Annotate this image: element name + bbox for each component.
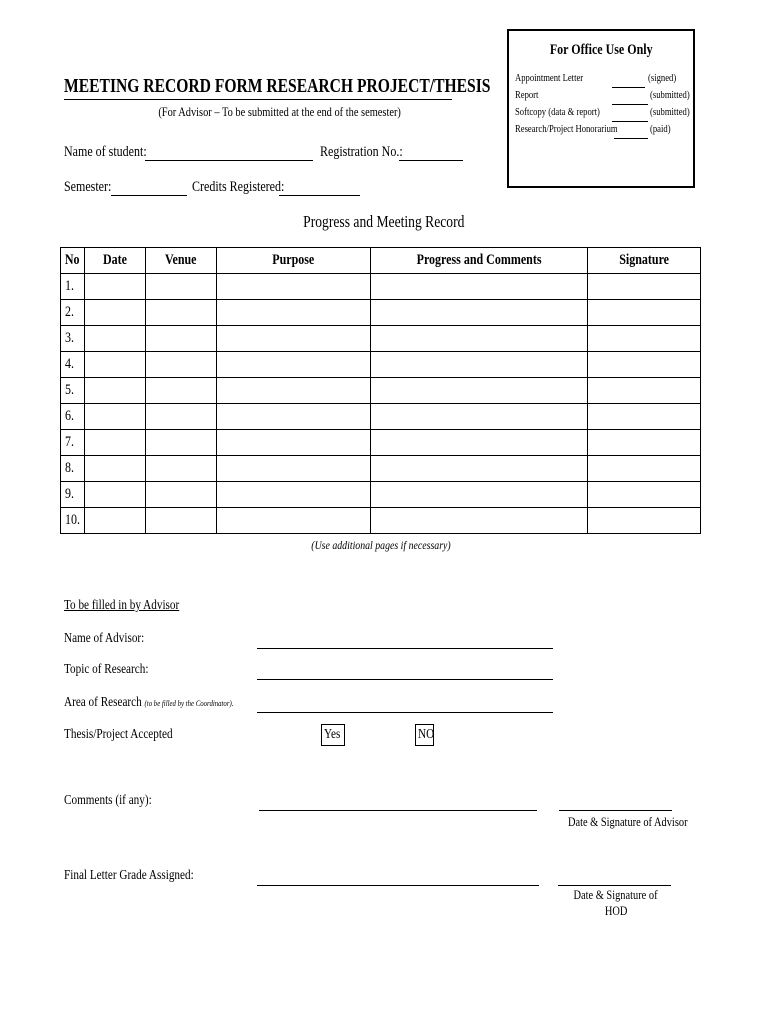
cell-signature[interactable] [588,508,701,534]
row-number-cell [61,430,85,456]
cell-date[interactable] [85,378,146,404]
advisor-section-title: To be filled in by Advisor [64,598,180,613]
advisor-signature-field[interactable] [559,810,672,811]
cell-venue[interactable] [146,274,217,300]
office-blank-report[interactable] [612,104,648,105]
table-row [61,274,701,300]
cell-signature[interactable] [588,430,701,456]
row-number-cell [61,274,85,300]
meeting-record-table [60,247,701,534]
cell-signature[interactable] [588,352,701,378]
office-status-softcopy: (submitted) [650,107,690,118]
row-number-cell [61,352,85,378]
advisor-signature-caption: Date & Signature of Advisor [567,814,688,829]
accepted-label: Thesis/Project Accepted [64,727,173,742]
row-number-cell [61,482,85,508]
cell-progress[interactable] [371,404,588,430]
cell-venue[interactable] [146,508,217,534]
table-row [61,482,701,508]
cell-venue[interactable] [146,352,217,378]
cell-progress[interactable] [371,430,588,456]
credits-field[interactable] [279,195,360,196]
row-number: 8. [65,460,74,476]
cell-venue[interactable] [146,300,217,326]
registration-field[interactable] [399,160,463,161]
office-blank-appointment[interactable] [612,87,645,88]
row-number-cell [61,378,85,404]
grade-label: Final Letter Grade Assigned: [64,868,194,883]
cell-date[interactable] [85,300,146,326]
table-row [61,456,701,482]
cell-progress[interactable] [371,326,588,352]
student-name-label: Name of student: [64,144,147,160]
row-number-cell [61,300,85,326]
area-label: Area of Research (to be filled by the Coordinator). [64,695,234,710]
cell-venue[interactable] [146,404,217,430]
table-note: (Use additional pages if necessary) [311,538,451,552]
office-status-appointment: (signed) [648,73,677,84]
cell-signature[interactable] [588,274,701,300]
cell-venue[interactable] [146,378,217,404]
row-number: 3. [65,330,74,346]
office-row-report: Report [515,90,539,101]
table-row [61,378,701,404]
cell-signature[interactable] [588,300,701,326]
cell-venue[interactable] [146,482,217,508]
col-header-signature: Signature [588,248,701,274]
semester-label: Semester: [64,179,112,195]
table-row [61,404,701,430]
cell-purpose[interactable] [217,300,371,326]
office-blank-softcopy[interactable] [612,121,648,122]
table-row [61,326,701,352]
student-name-field[interactable] [145,160,313,161]
office-row-softcopy: Softcopy (data & report) [515,107,600,118]
cell-progress[interactable] [371,508,588,534]
office-use-title: For Office Use Only [549,42,653,58]
comments-field[interactable] [259,810,537,811]
cell-date[interactable] [85,508,146,534]
accepted-yes-option[interactable]: Yes [321,724,345,746]
cell-date[interactable] [85,430,146,456]
row-number: 4. [65,356,74,372]
row-number-cell [61,456,85,482]
office-status-report: (submitted) [650,90,690,101]
cell-purpose[interactable] [217,326,371,352]
page-subtitle: (For Advisor – To be submitted at the end of the semester) [158,104,402,119]
cell-date[interactable] [85,274,146,300]
cell-date[interactable] [85,352,146,378]
cell-purpose[interactable] [217,456,371,482]
cell-progress[interactable] [371,378,588,404]
cell-signature[interactable] [588,456,701,482]
row-number: 1. [65,278,74,294]
office-status-honorarium: (paid) [650,124,671,135]
col-header-purpose: Purpose [217,248,371,274]
row-number: 2. [65,304,74,320]
row-number-cell [61,404,85,430]
cell-purpose[interactable] [217,274,371,300]
advisor-name-label: Name of Advisor: [64,631,145,646]
table-row [61,508,701,534]
hod-signature-caption: Date & Signature of HOD [573,887,659,918]
cell-date[interactable] [85,404,146,430]
grade-field[interactable] [257,885,539,886]
cell-progress[interactable] [371,352,588,378]
cell-purpose[interactable] [217,430,371,456]
office-row-honorarium: Research/Project Honorarium [515,124,618,135]
row-number: 10. [65,512,80,528]
accepted-no-option[interactable]: NO [415,724,434,746]
cell-purpose[interactable] [217,404,371,430]
cell-purpose[interactable] [217,378,371,404]
cell-signature[interactable] [588,378,701,404]
cell-progress[interactable] [371,482,588,508]
table-header-row [61,248,701,274]
row-number: 9. [65,486,74,502]
cell-purpose[interactable] [217,482,371,508]
cell-purpose[interactable] [217,352,371,378]
semester-field[interactable] [111,195,187,196]
col-header-no: No [61,248,85,274]
row-number-cell [61,508,85,534]
area-field[interactable] [257,712,553,713]
col-header-progress: Progress and Comments [371,248,588,274]
registration-label: Registration No.: [320,144,403,160]
credits-label: Credits Registered: [192,179,285,195]
cell-progress[interactable] [371,456,588,482]
office-row-appointment-letter: Appointment Letter [515,73,584,84]
area-note: (to be filled by the Coordinator). [144,698,234,708]
advisor-name-field[interactable] [257,648,553,649]
col-header-date: Date [85,248,146,274]
cell-venue[interactable] [146,430,217,456]
cell-progress[interactable] [371,274,588,300]
cell-progress[interactable] [371,300,588,326]
row-number-cell [61,326,85,352]
cell-date[interactable] [85,326,146,352]
cell-purpose[interactable] [217,508,371,534]
hod-signature-field[interactable] [558,885,671,886]
cell-signature[interactable] [588,326,701,352]
comments-label: Comments (if any): [64,793,152,808]
title-underline [64,99,452,100]
topic-field[interactable] [257,679,553,680]
cell-signature[interactable] [588,404,701,430]
table-row [61,352,701,378]
cell-date[interactable] [85,456,146,482]
office-blank-honorarium[interactable] [614,138,648,139]
row-number: 6. [65,408,74,424]
topic-label: Topic of Research: [64,662,149,677]
row-number: 7. [65,434,74,450]
cell-signature[interactable] [588,482,701,508]
table-row [61,430,701,456]
cell-venue[interactable] [146,326,217,352]
table-row [61,300,701,326]
row-number: 5. [65,382,74,398]
cell-venue[interactable] [146,456,217,482]
page-title: MEETING RECORD FORM RESEARCH PROJECT/THESIS [64,75,491,97]
cell-date[interactable] [85,482,146,508]
col-header-venue: Venue [146,248,217,274]
table-caption: Progress and Meeting Record [303,212,465,231]
